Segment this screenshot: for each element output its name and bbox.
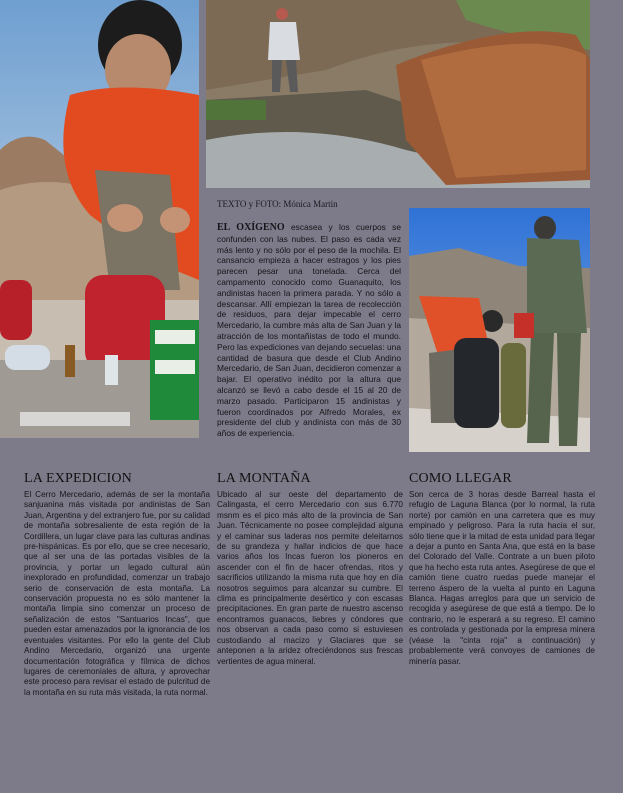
section-text: El Cerro Mercedario, además de ser la montaña sanjuanina más visitada por andinistas de San Juan, Argentina y del extranjero fue, por su calidad de montaña sobresaliente de esta región de la Cordillera, un lugar clave para las culturas andinas pre-hispánicas. Es por ello, que se cree necesario, que al ser una de las portadas visibles de la provincia, y portar un legado cultural aún inexplorado en profundidad, comenzar un trabajo serio de conservación de esta montaña. La conservación propuesta no es sólo mantener la montaña limpia sino comenzar un proceso de señalización de estos "Santuarios Incas", que pueden estar amenazados por la ignorancia de los eventuales visitantes. Por ello la gente del Club Andino Mercedario, organizó una urgente documentación fotográfica y fílmica de dichos lugares de ceremoniales de altura, y aprovechar este proceso para revisar el estado de pulcritud de la montaña en su ruta más visitada, la ruta normal. (24, 490, 210, 697)
photo-stream (206, 0, 590, 188)
photo-samples (0, 0, 199, 438)
section-title: COMO LLEGAR (409, 471, 512, 486)
section-expedicion (24, 471, 210, 698)
intro-lead: EL OXÍGENO (217, 222, 285, 233)
section-title: LA MONTAÑA (217, 471, 311, 486)
photo-backpacks (409, 208, 590, 452)
section-title: LA EXPEDICION (24, 471, 132, 486)
section-text: Son cerca de 3 horas desde Barreal hasta el refugio de Laguna Blanca (por lo normal, la ruta norte) por camión en una carretera que es muy empinado y peligroso. Para la ruta hacia el sur, sólo tiene que ir la mitad de esta unidad para llegar a dejar a punto en Santa Ana, que está en la base del Colorado del Valle. Contrate a un buen piloto que ha hecho esta ruta antes. Asegúrese de que el camión tiene cuatro ruedas puede manejar el terreno áspero de la vuelta al punto en Laguna Blanca. Hagas arreglos para que un servicio de recogida y asegúrese de que está a tiempo. De lo contrario, no le esperará a su regreso. El camino es controlada y gestionada por la empresa minera (véase la "cinta roja" a continuación) y probablemente verá convoyes de camiones de minería pasar. (409, 490, 595, 666)
intro-paragraph (217, 222, 401, 439)
section-text: Ubicado al sur oeste del departamento de Calingasta, el cerro Mercedario con sus 6.770 msnm es el pico más alto de la provincia de San Juan. Técnicamente no posee complejidad alguna y el caminar sus laderas nos permite deleitarnos de su grandeza y hallar indicios de que hace varios años los Incas fueron los pioneros en ascender con el fin de hacer ofrendas, ritos y sacrificios utilizando la misma ruta que hoy en día nosotros seguimos para alcanzar su cumbre. El clima es principalmente desértico y con escasas precipitaciones. En gran parte de nuestro ascenso encontramos guanacos, liebres y cóndores que nos observan a cada paso como si estuviesen custodiando al macizo y Glaciares que se anteponen a la aridez ofreciéndonos sus frescas vertientes de agua mineral. (217, 490, 403, 666)
section-como-llegar (409, 471, 595, 667)
byline: TEXTO y FOTO: Mónica Martin (217, 199, 338, 209)
intro-text: escasea y los cuerpos se confunden con las nubes. El paso es cada vez más lento y no sólo por el peso de la mochila. El cansancio empieza a hacer estragos y los pies parecen pesar una tonelada. Cerca del campamento conocido como Guanaquito, los andinistas hacen la primera parada. Y no sólo a descansar. Allí empiezan la tarea de recolección de residuos, para dejar impecable el cerro Mercedario, la cumbre más alta de San Juan y la atracción de los montañistas de todo el mundo. Pero las expediciones van dejando secuelas: una cantidad de basura que desde el Club Andino Mercedario, de San Juan, decidieron comenzar a bajar. El operativo inédito por la altura que alcanzó se llevó a cabo desde el 15 al 20 de marzo pasado. Participaron 15 andinistas y fueron coordinados por Alfredo Morales, ex presidente del club y andinista con más de 30 años de experiencia. (217, 222, 401, 439)
section-montana (217, 471, 403, 667)
